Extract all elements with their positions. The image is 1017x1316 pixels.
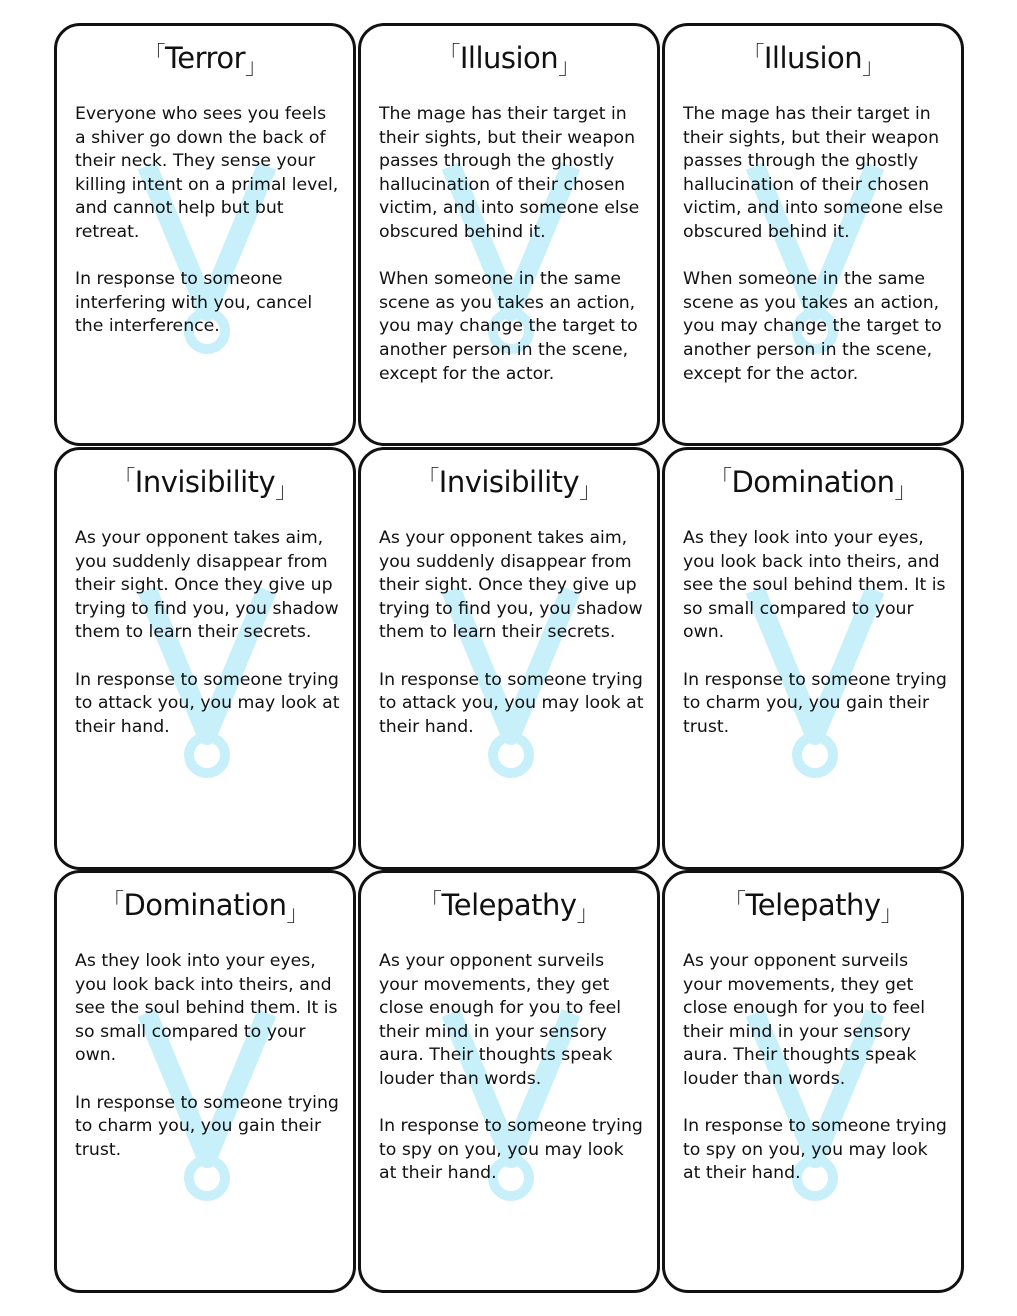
card-body — [379, 103, 645, 386]
card-domination — [662, 447, 964, 870]
card-description: As your opponent surveils your movements, they get close enough for you to feel their mind in your sensory aura. Their thoughts speak louder than words. — [379, 951, 622, 1089]
card-terror — [54, 23, 356, 446]
card-description: The mage has their target in their sights, but their weapon passes through the ghostly hallucination of their chosen victim, and into someone else obscured behind it. — [683, 104, 944, 242]
card-effect: When someone in the same scene as you takes an action, you may change the target to another person in the scene, except for the actor. — [683, 269, 942, 384]
card-body — [75, 950, 341, 1162]
card-body — [379, 950, 645, 1186]
card-effect: In response to someone trying to attack you, you may look at their hand. — [379, 669, 644, 737]
card-description: As they look into your eyes, you look back into theirs, and see the soul behind them. It is so small compared to your own. — [683, 528, 946, 643]
card-telepathy — [358, 870, 660, 1293]
card-body — [683, 103, 949, 386]
card-title: 「Invisibility$_」$ — [113, 465, 297, 504]
card-body — [75, 527, 341, 739]
card-title: 「Domination$_」$ — [101, 888, 309, 927]
card-body — [683, 527, 949, 739]
card-body — [75, 103, 341, 339]
card-description: As they look into your eyes, you look back into theirs, and see the soul behind them. It is so small compared to your own. — [75, 951, 338, 1066]
card-description: As your opponent takes aim, you suddenly disappear from their sight. Once they give up trying to find you, you shadow them to learn their secrets. — [75, 528, 339, 643]
card-description: As your opponent surveils your movements, they get close enough for you to feel their mind in your sensory aura. Their thoughts speak louder than words. — [683, 951, 926, 1089]
card-invisibility — [358, 447, 660, 870]
card-effect: In response to someone trying to attack you, you may look at their hand. — [75, 669, 340, 737]
card-telepathy — [662, 870, 964, 1293]
card-description: As your opponent takes aim, you suddenly disappear from their sight. Once they give up trying to find you, you shadow them to learn their secrets. — [379, 528, 643, 643]
card-effect: In response to someone trying to spy on you, you may look at their hand. — [683, 1116, 947, 1184]
card-effect: In response to someone trying to spy on you, you may look at their hand. — [379, 1116, 643, 1184]
card-effect: When someone in the same scene as you takes an action, you may change the target to another person in the scene, except for the actor. — [379, 269, 638, 384]
card-title: 「Terror$_」$ — [143, 41, 267, 80]
card-title: 「Illusion$_」$ — [742, 41, 884, 80]
card-effect: In response to someone trying to charm you, you gain their trust. — [75, 1092, 339, 1160]
card-domination — [54, 870, 356, 1293]
card-title: 「Telepathy$_」$ — [723, 888, 903, 927]
card-illusion — [662, 23, 964, 446]
card-illusion — [358, 23, 660, 446]
card-description: The mage has their target in their sights, but their weapon passes through the ghostly hallucination of their chosen victim, and into someone else obscured behind it. — [379, 104, 640, 242]
card-sheet — [54, 23, 964, 1293]
card-title: 「Telepathy$_」$ — [419, 888, 599, 927]
card-description: Everyone who sees you feels a shiver go down the back of their neck. They sense your killing intent on a primal level, and cannot help but but retreat. — [75, 104, 339, 242]
card-effect: In response to someone trying to charm you, you gain their trust. — [683, 669, 947, 737]
card-title: 「Illusion$_」$ — [438, 41, 580, 80]
card-invisibility — [54, 447, 356, 870]
card-title: 「Invisibility$_」$ — [417, 465, 601, 504]
card-body — [683, 950, 949, 1186]
card-title: 「Domination$_」$ — [709, 465, 917, 504]
card-effect: In response to someone interfering with you, cancel the interference. — [75, 269, 313, 337]
card-body — [379, 527, 645, 739]
